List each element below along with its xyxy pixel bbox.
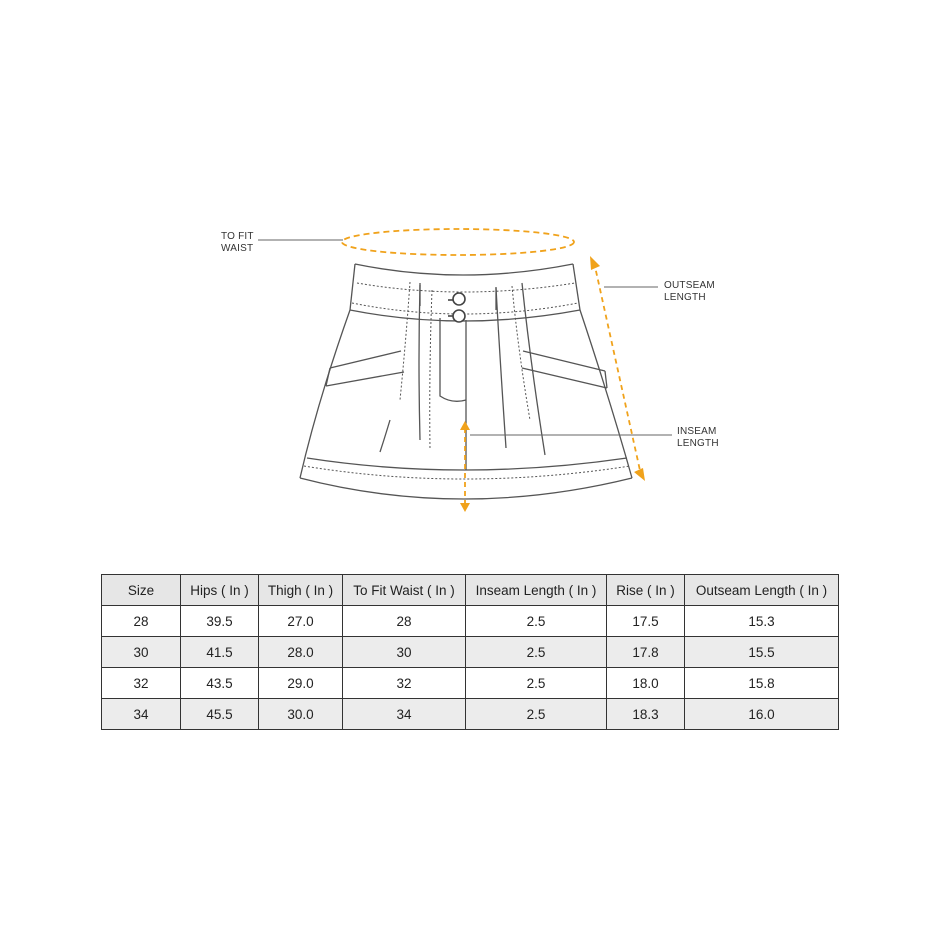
table-cell: 34 xyxy=(102,699,181,730)
outseam-measure-line xyxy=(594,262,641,475)
table-cell: 30 xyxy=(343,637,466,668)
inseam-arrow-bottom-icon xyxy=(460,503,470,512)
inseam-arrow-top-icon xyxy=(460,421,470,430)
waist-callout-line-1: TO FIT xyxy=(221,231,254,242)
table-cell: 2.5 xyxy=(466,637,607,668)
table-cell: 34 xyxy=(343,699,466,730)
callout-leader-lines xyxy=(258,240,672,435)
table-header-row xyxy=(102,575,839,606)
table-cell: 2.5 xyxy=(466,668,607,699)
table-cell: 41.5 xyxy=(181,637,259,668)
buttons xyxy=(448,293,465,322)
table-cell: 32 xyxy=(102,668,181,699)
table-cell: 45.5 xyxy=(181,699,259,730)
header-rise: Rise ( In ) xyxy=(607,575,685,606)
table-cell: 28.0 xyxy=(259,637,343,668)
table-cell: 27.0 xyxy=(259,606,343,637)
table-cell: 18.3 xyxy=(607,699,685,730)
table-row xyxy=(102,699,839,730)
header-outseam-length: Outseam Length ( In ) xyxy=(685,575,839,606)
table-cell: 28 xyxy=(102,606,181,637)
table-cell: 2.5 xyxy=(466,606,607,637)
table-cell: 30.0 xyxy=(259,699,343,730)
outseam-callout-line-2: LENGTH xyxy=(664,292,706,303)
shorts-sketch xyxy=(300,264,632,499)
table-cell: 2.5 xyxy=(466,699,607,730)
table-cell: 18.0 xyxy=(607,668,685,699)
table-cell: 17.5 xyxy=(607,606,685,637)
outseam-callout-line-1: OUTSEAM xyxy=(664,280,715,291)
waist-measure-ellipse xyxy=(342,229,574,255)
waist-callout-line-2: WAIST xyxy=(221,243,254,254)
table-cell: 39.5 xyxy=(181,606,259,637)
inseam-callout-line-1: INSEAM xyxy=(677,426,717,437)
header-hips: Hips ( In ) xyxy=(181,575,259,606)
inseam-callout-label xyxy=(677,426,719,450)
waist-callout-label xyxy=(221,231,254,255)
table-cell: 28 xyxy=(343,606,466,637)
outseam-arrow-bottom-icon xyxy=(634,468,645,481)
inseam-callout-line-2: LENGTH xyxy=(677,438,719,449)
table-cell: 17.8 xyxy=(607,637,685,668)
outseam-arrow-top-icon xyxy=(590,256,600,270)
top-button-icon xyxy=(453,293,465,305)
header-to-fit-waist: To Fit Waist ( In ) xyxy=(343,575,466,606)
table-row xyxy=(102,606,839,637)
table-cell: 16.0 xyxy=(685,699,839,730)
table-row xyxy=(102,668,839,699)
header-inseam-length: Inseam Length ( In ) xyxy=(466,575,607,606)
bottom-button-icon xyxy=(453,310,465,322)
header-thigh: Thigh ( In ) xyxy=(259,575,343,606)
size-chart-table xyxy=(101,574,839,730)
table-cell: 43.5 xyxy=(181,668,259,699)
table-cell: 29.0 xyxy=(259,668,343,699)
table-cell: 15.5 xyxy=(685,637,839,668)
table-cell: 32 xyxy=(343,668,466,699)
table-row xyxy=(102,637,839,668)
header-size: Size xyxy=(102,575,181,606)
table-cell: 15.8 xyxy=(685,668,839,699)
outseam-callout-label xyxy=(664,280,715,304)
table-cell: 15.3 xyxy=(685,606,839,637)
table-cell: 30 xyxy=(102,637,181,668)
